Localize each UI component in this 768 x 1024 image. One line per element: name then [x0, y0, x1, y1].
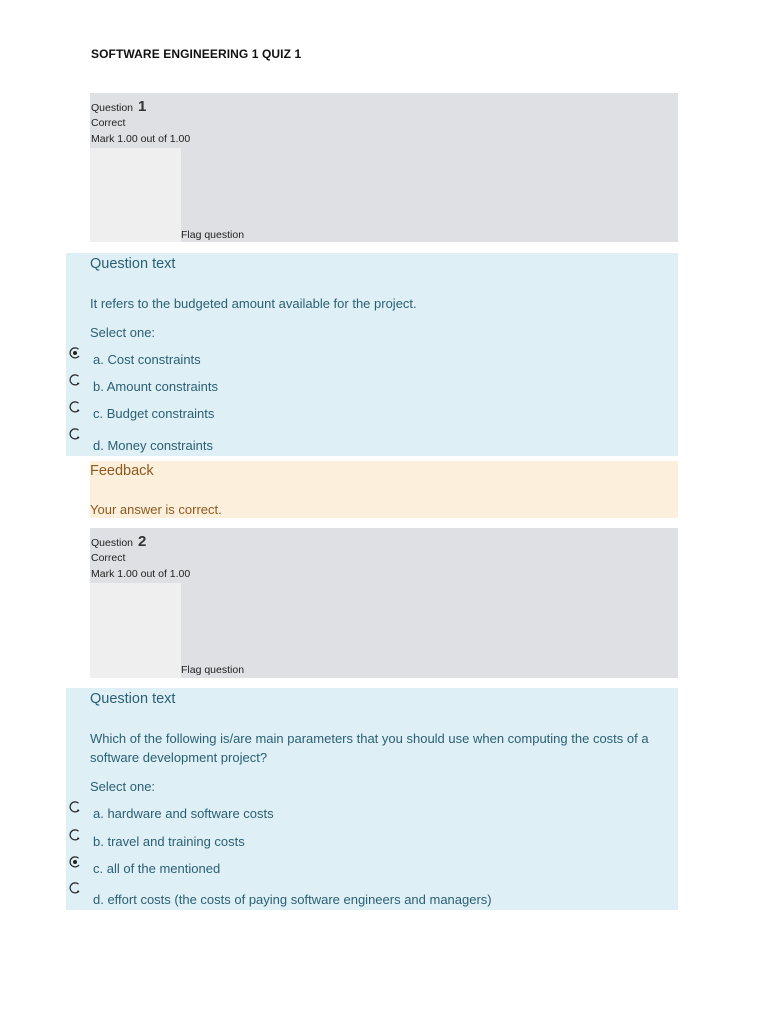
answer-option[interactable]	[66, 352, 666, 374]
question-text: It refers to the budgeted amount available for the project.	[90, 296, 417, 311]
radio-selected-icon[interactable]	[68, 346, 82, 360]
question-text-heading: Question text	[90, 691, 176, 707]
flag-area	[90, 148, 181, 242]
answer-option[interactable]	[66, 406, 666, 428]
radio-unselected-icon[interactable]	[68, 427, 82, 441]
question-state: Correct	[91, 552, 126, 564]
question-text: Which of the following is/are main parameters that you should use when computing the costs of a software development project?	[90, 731, 649, 765]
flag-area	[90, 583, 181, 678]
answer-label: c. all of the mentioned	[93, 861, 221, 876]
question-state: Correct	[91, 117, 126, 129]
question-text-heading: Question text	[90, 256, 176, 272]
answer-label: a. Cost constraints	[93, 352, 201, 367]
radio-selected-icon[interactable]	[68, 855, 82, 869]
answer-option[interactable]	[66, 379, 666, 401]
answer-label: b. travel and training costs	[93, 834, 245, 849]
document-title: SOFTWARE ENGINEERING 1 QUIZ 1	[91, 47, 302, 61]
answer-option[interactable]	[66, 834, 666, 856]
answer-option[interactable]	[66, 861, 666, 883]
feedback-box	[90, 461, 678, 518]
radio-unselected-icon[interactable]	[68, 373, 82, 387]
question-1-info	[90, 93, 678, 242]
answer-label: a. hardware and software costs	[93, 806, 274, 821]
question-number-label: Question 2	[91, 533, 147, 550]
feedback-heading: Feedback	[90, 463, 154, 479]
flag-question-link[interactable]: Flag question	[181, 229, 245, 241]
answer-label: b. Amount constraints	[93, 379, 219, 394]
select-one-prompt: Select one:	[90, 779, 156, 794]
question-number: 2	[137, 533, 147, 550]
select-one-prompt: Select one:	[90, 325, 156, 340]
question-number: 1	[137, 98, 147, 115]
question-2-info	[90, 528, 678, 678]
answer-label: d. effort costs (the costs of paying software engineers and managers)	[93, 892, 492, 907]
radio-unselected-icon[interactable]	[68, 881, 82, 895]
radio-unselected-icon[interactable]	[68, 800, 82, 814]
radio-unselected-icon[interactable]	[68, 400, 82, 414]
answer-option[interactable]	[66, 806, 666, 828]
question-grade: Mark 1.00 out of 1.00	[91, 133, 191, 145]
question-1-formulation	[66, 253, 678, 456]
question-number-label: Question 1	[91, 98, 147, 115]
radio-unselected-icon[interactable]	[68, 828, 82, 842]
feedback-text: Your answer is correct.	[90, 502, 222, 517]
answer-option[interactable]	[66, 892, 666, 914]
question-grade: Mark 1.00 out of 1.00	[91, 568, 191, 580]
question-2-formulation	[66, 688, 678, 910]
answer-label: d. Money constraints	[93, 438, 213, 453]
answer-label: c. Budget constraints	[93, 406, 215, 421]
flag-question-link[interactable]: Flag question	[181, 664, 245, 676]
answer-option[interactable]	[66, 438, 666, 460]
